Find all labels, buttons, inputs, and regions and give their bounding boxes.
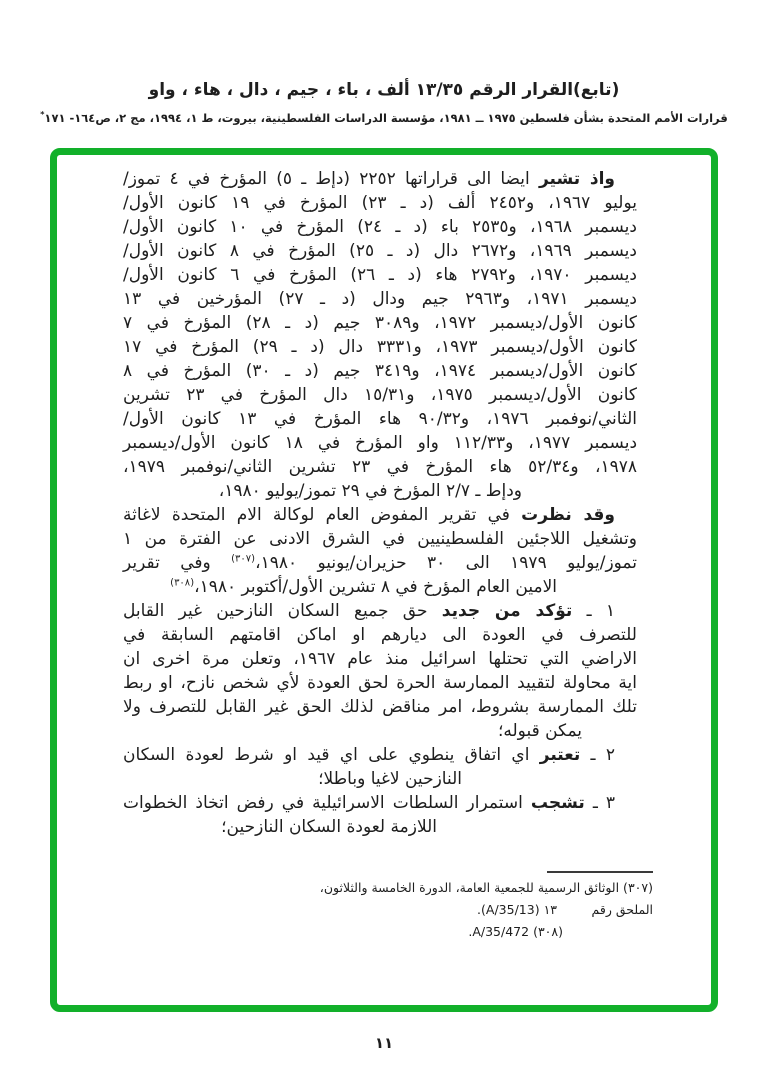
text-line: ديسمبر ١٩٧١، و٢٩٦٣ جيم ودال (د ـ ٢٧) المؤرخين في ١٣ xyxy=(123,289,637,309)
text-line: كانون الأول/ديسمبر ١٩٧٥، و١٥/٣١ دال المؤرخ في ٢٣ تشرين xyxy=(123,385,637,405)
text-line: النازحين لاغيا وباطلا؛ xyxy=(318,769,462,789)
text-line: (٣٠٨) A/35/472. xyxy=(468,924,563,939)
text-line: تموز/يوليو ١٩٧٩ الى ٣٠ حزيران/يونيو ١٩٨٠،$^{(٣٠٧)}$ وفي تقرير xyxy=(123,553,637,573)
text-line: ١٩٧٨، و٥٢/٣٤ هاء المؤرخ في ٢٣ تشرين الثاني/نوفمبر ١٩٧٩، xyxy=(123,457,637,477)
text-line: الاراضي التي تحتلها اسرائيل منذ عام ١٩٦٧، وتعلن مرة اخرى ان xyxy=(123,649,637,669)
text-line: ٣ ـ تشجب استمرار السلطات الاسرائيلية في رفض اتخاذ الخطوات xyxy=(123,793,615,813)
text-line: واذ تشير ايضا الى قراراتها ٢٢٥٢ (دإط ـ ٥) المؤرخ في ٤ تموز/ xyxy=(123,169,615,189)
text-line: ٢ ـ تعتبر اي اتفاق ينطوي على اي قيد او شرط لعودة السكان xyxy=(123,745,615,765)
text-line: كانون الأول/ديسمبر ١٩٧٢، و٣٠٨٩ جيم (د ـ ٢٨) المؤرخ في ٧ xyxy=(123,313,637,333)
footnote-lines xyxy=(317,877,653,943)
text-line: ديسمبر ١٩٧٧، و١١٢/٣٣ واو المؤرخ في ١٨ كانون الأول/ديسمبر xyxy=(123,433,638,453)
text-line: اية محاولة لتقييد الممارسة الحرة لحق العودة لأي شخص نازح، او ربط xyxy=(123,673,637,693)
text-line: تلك الممارسة بشروط، امر مناقض لذلك الحق غير القابل للتصرف ولا xyxy=(123,697,637,717)
text-line: يمكن قبوله؛ xyxy=(497,721,582,741)
footnote-divider-rule xyxy=(547,871,653,873)
text-line: وقد نظرت في تقرير المفوض العام لوكالة الام المتحدة لاغاثة xyxy=(123,505,615,525)
text-line: كانون الأول/ديسمبر ١٩٧٤، و٣٤١٩ جيم (د ـ ٣٠) المؤرخ في ٨ xyxy=(123,361,637,381)
source-citation-line: قرارات الأمم المتحدة بشأن فلسطين ١٩٧٥ ــ ١٩٨١، مؤسسة الدراسات الفلسطينية، بيروت، ط ١، ١٩٩٤، مج ٢، ص١٦٤- ١٧١* xyxy=(40,110,728,125)
text-line: (٣٠٧) الوثائق الرسمية للجمعية العامة، الدورة الخامسة والثلاثون، الملحق رقم xyxy=(319,880,653,917)
page-title: (تابع)القرار الرقم ١٣/٣٥ ألف ، باء ، جيم ، دال ، هاء ، واو xyxy=(148,80,620,100)
text-line: للتصرف في العودة الى ديارهم او اماكن اقامتهم السابقة في xyxy=(123,625,637,645)
text-line: ديسمبر ١٩٦٩، و٢٦٧٢ دال (د ـ ٢٥) المؤرخ في ٨ كانون الأول/ xyxy=(123,241,637,261)
text-line: الامين العام المؤرخ في ٨ تشرين الأول/أكتوبر ١٩٨٠،$^{(٣٠٨)}$ xyxy=(170,577,557,597)
highlight-border-box xyxy=(50,148,718,1012)
text-line: ودإط ـ ٢/٧ المؤرخ في ٢٩ تموز/يوليو ١٩٨٠، xyxy=(218,481,522,501)
page-number: ١١ xyxy=(374,1034,394,1052)
text-line: وتشغيل اللاجئين الفلسطينيين في الشرق الادنى عن الفترة من ١ xyxy=(123,529,637,549)
text-line: يوليو ١٩٦٧، و٢٤٥٢ ألف (د ـ ٢٣) المؤرخ في ١٩ كانون الأول/ xyxy=(123,193,637,213)
text-line: ١٣ (A/35/13). xyxy=(477,902,557,917)
text-line: ديسمبر ١٩٧٠، و٢٧٩٢ هاء (د ـ ٢٦) المؤرخ في ٦ كانون الأول/ xyxy=(123,265,637,285)
text-line: الثاني/نوفمبر ١٩٧٦، و٩٠/٣٢ هاء المؤرخ في ١٣ كانون الأول/ xyxy=(123,409,637,429)
text-line: كانون الأول/ديسمبر ١٩٧٣، و٣٣٣١ دال (د ـ ٢٩) المؤرخ في ١٧ xyxy=(123,337,638,357)
footnotes-section xyxy=(317,871,653,943)
text-line: ديسمبر ١٩٦٨، و٢٥٣٥ باء (د ـ ٢٤) المؤرخ في ١٠ كانون الأول/ xyxy=(123,217,637,237)
resolution-body-text xyxy=(123,167,637,839)
text-line: ١ ـ تؤكد من جديد حق جميع السكان النازحين غير القابل xyxy=(123,601,615,621)
text-line: اللازمة لعودة السكان النازحين؛ xyxy=(221,817,437,837)
